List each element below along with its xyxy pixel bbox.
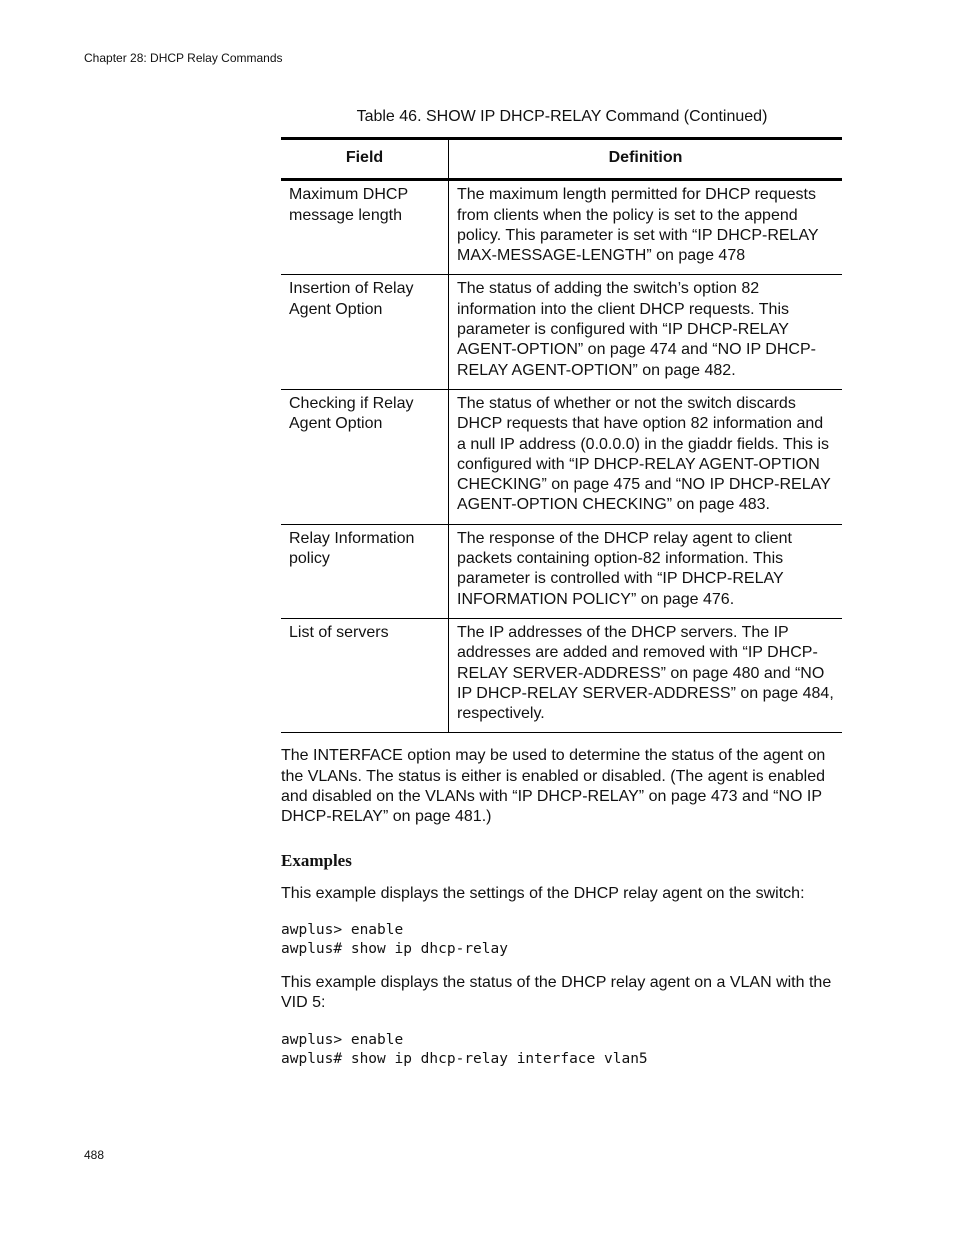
definition-cell: The status of whether or not the switch discards DHCP requests that have option 82 information and a null IP address (0.0.0.0) in the giaddr fields. This is configured with “IP DHCP-RELAY AGENT-OPTION CHECKING” on page 475 and “NO IP DHCP-RELAY AGENT-OPTION CHECKING” on page 483.: [449, 389, 843, 524]
examples-heading: Examples: [281, 850, 352, 870]
definition-cell: The response of the DHCP relay agent to client packets containing option-82 information. This parameter is controlled with “IP DHCP-RELAY INFORMATION POLICY” on page 476.: [449, 524, 843, 618]
page-content: [281, 108, 843, 1070]
field-cell: Maximum DHCP message length: [281, 180, 449, 275]
field-cell: List of servers: [281, 618, 449, 732]
table-row: [281, 524, 842, 618]
field-cell: Insertion of Relay Agent Option: [281, 275, 449, 389]
field-cell: Relay Information policy: [281, 524, 449, 618]
table-row: [281, 618, 842, 732]
definition-cell: The status of adding the switch’s option 82 information into the client DHCP requests. This parameter is configured with “IP DHCP-RELAY AGENT-OPTION” on page 474 and “NO IP DHCP-RELAY AGENT-OPTION” on page 482.: [449, 275, 843, 389]
definition-cell: The IP addresses of the DHCP servers. The IP addresses are added and removed with “IP DHCP-RELAY SERVER-ADDRESS” on page 480 and “NO IP DHCP-RELAY SERVER-ADDRESS” on page 484, respectively.: [449, 618, 843, 732]
interface-paragraph: The INTERFACE option may be used to determine the status of the agent on the VLANs. The status is either is enabled or disabled. (The agent is enabled and disabled on the VLANs with “IP DHCP-RELAY” on page 473 and “NO IP DHCP-RELAY” on page 481.): [281, 747, 826, 826]
table-header-row: [281, 139, 842, 180]
column-header-definition: Definition: [449, 139, 843, 180]
code-line: awplus> enable: [281, 1031, 404, 1048]
code-line: awplus# show ip dhcp-relay interface vlan5: [281, 1051, 648, 1067]
code-line: awplus> enable: [281, 921, 404, 938]
table-row: [281, 180, 842, 275]
example1-text: This example displays the settings of the DHCP relay agent on the switch:: [281, 884, 805, 902]
definition-table: [281, 137, 842, 733]
column-header-field: Field: [281, 139, 449, 180]
example1-code-block: [281, 921, 843, 960]
field-cell: Checking if Relay Agent Option: [281, 389, 449, 524]
example2-code-block: [281, 1031, 843, 1070]
code-line: awplus# show ip dhcp-relay: [281, 941, 508, 958]
table-caption: Table 46. SHOW IP DHCP-RELAY Command (Continued): [356, 108, 768, 125]
definition-cell: The maximum length permitted for DHCP requests from clients when the policy is set to the append policy. This parameter is set with “IP DHCP-RELAY MAX-MESSAGE-LENGTH” on page 478: [449, 180, 843, 275]
example2-text: This example displays the status of the DHCP relay agent on a VLAN with the VID 5:: [281, 973, 832, 1012]
running-head: Chapter 28: DHCP Relay Commands: [84, 51, 283, 65]
page-number: 488: [84, 1148, 105, 1162]
table-row: [281, 275, 842, 389]
table-row: [281, 389, 842, 524]
